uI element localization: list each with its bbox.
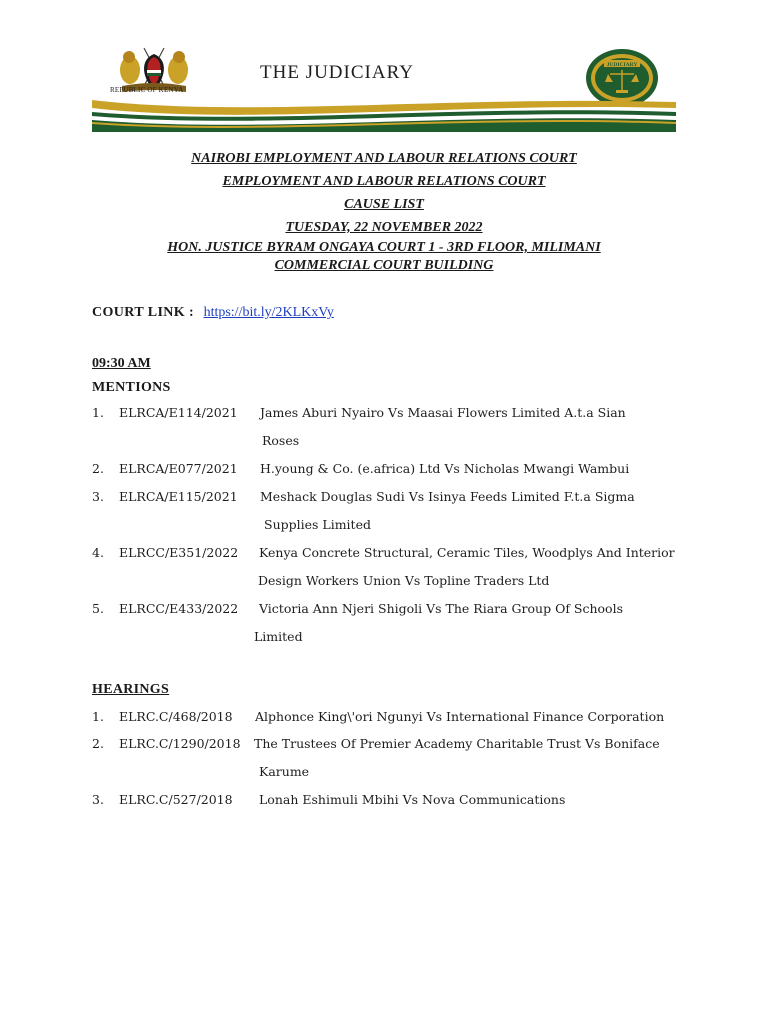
- case-parties-continued: Roses: [262, 433, 300, 448]
- case-parties-continued: Karume: [259, 764, 310, 779]
- case-parties: James Aburi Nyairo Vs Maasai Flowers Limited A.t.a Sian: [260, 405, 626, 420]
- court-name: NAIROBI EMPLOYMENT AND LABOUR RELATIONS COURT: [191, 151, 577, 166]
- case-number: ELRCA/E077/2021: [119, 461, 238, 476]
- letterhead-swoosh: [92, 90, 676, 136]
- case-number: ELRC.C/527/2018: [119, 792, 233, 807]
- court-division: EMPLOYMENT AND LABOUR RELATIONS COURT: [222, 174, 546, 189]
- case-number: ELRCC/E433/2022: [119, 601, 239, 616]
- judge-and-court: HON. JUSTICE BYRAM ONGAYA COURT 1 - 3RD FLOOR, MILIMANI: [167, 240, 601, 255]
- case-number: ELRC.C/1290/2018: [119, 736, 241, 751]
- case-parties: Kenya Concrete Structural, Ceramic Tiles, Woodplys And Interior: [259, 545, 675, 560]
- case-number: ELRCA/E115/2021: [119, 489, 238, 504]
- letterhead-title: THE JUDICIARY: [260, 62, 414, 83]
- court-building: COMMERCIAL COURT BUILDING: [274, 258, 494, 273]
- case-number: ELRC.C/468/2018: [119, 709, 233, 724]
- item-number: 2.: [92, 736, 104, 751]
- court-link-url[interactable]: https://bit.ly/2KLKxVy: [203, 305, 334, 320]
- case-parties-continued: Limited: [254, 629, 303, 644]
- case-parties: Alphonce King\'ori Ngunyi Vs International Finance Corporation: [255, 709, 665, 724]
- item-number: 3.: [92, 792, 104, 807]
- item-number: 4.: [92, 545, 104, 560]
- court-link-label: COURT LINK :: [92, 305, 195, 320]
- case-parties: Lonah Eshimuli Mbihi Vs Nova Communications: [259, 792, 566, 807]
- case-parties: Meshack Douglas Sudi Vs Isinya Feeds Limited F.t.a Sigma: [260, 489, 635, 504]
- case-parties-continued: Supplies Limited: [264, 517, 371, 532]
- case-parties: Victoria Ann Njeri Shigoli Vs The Riara Group Of Schools: [259, 601, 623, 616]
- case-parties: The Trustees Of Premier Academy Charitable Trust Vs Boniface: [254, 736, 660, 751]
- coat-caption: REPUBLIC OF KENYA: [110, 86, 184, 94]
- case-parties-continued: Design Workers Union Vs Topline Traders Ltd: [258, 573, 550, 588]
- item-number: 2.: [92, 461, 104, 476]
- hearing-date: TUESDAY, 22 NOVEMBER 2022: [285, 220, 483, 235]
- mentions-heading: MENTIONS: [92, 380, 171, 395]
- item-number: 3.: [92, 489, 104, 504]
- svg-text:JUDICIARY: JUDICIARY: [606, 62, 638, 68]
- item-number: 1.: [92, 405, 104, 420]
- item-number: 5.: [92, 601, 104, 616]
- court-link-row: [92, 305, 334, 321]
- cause-list-title-block: [92, 147, 676, 275]
- judiciary-letterhead: [92, 40, 676, 136]
- document-type: CAUSE LIST: [344, 197, 424, 212]
- case-parties: H.young & Co. (e.africa) Ltd Vs Nicholas Mwangi Wambui: [260, 461, 630, 476]
- case-number: ELRCA/E114/2021: [119, 405, 238, 420]
- case-number: ELRCC/E351/2022: [119, 545, 239, 560]
- hearings-heading: HEARINGS: [92, 682, 170, 697]
- session-time: 09:30 AM: [92, 356, 151, 371]
- item-number: 1.: [92, 709, 104, 724]
